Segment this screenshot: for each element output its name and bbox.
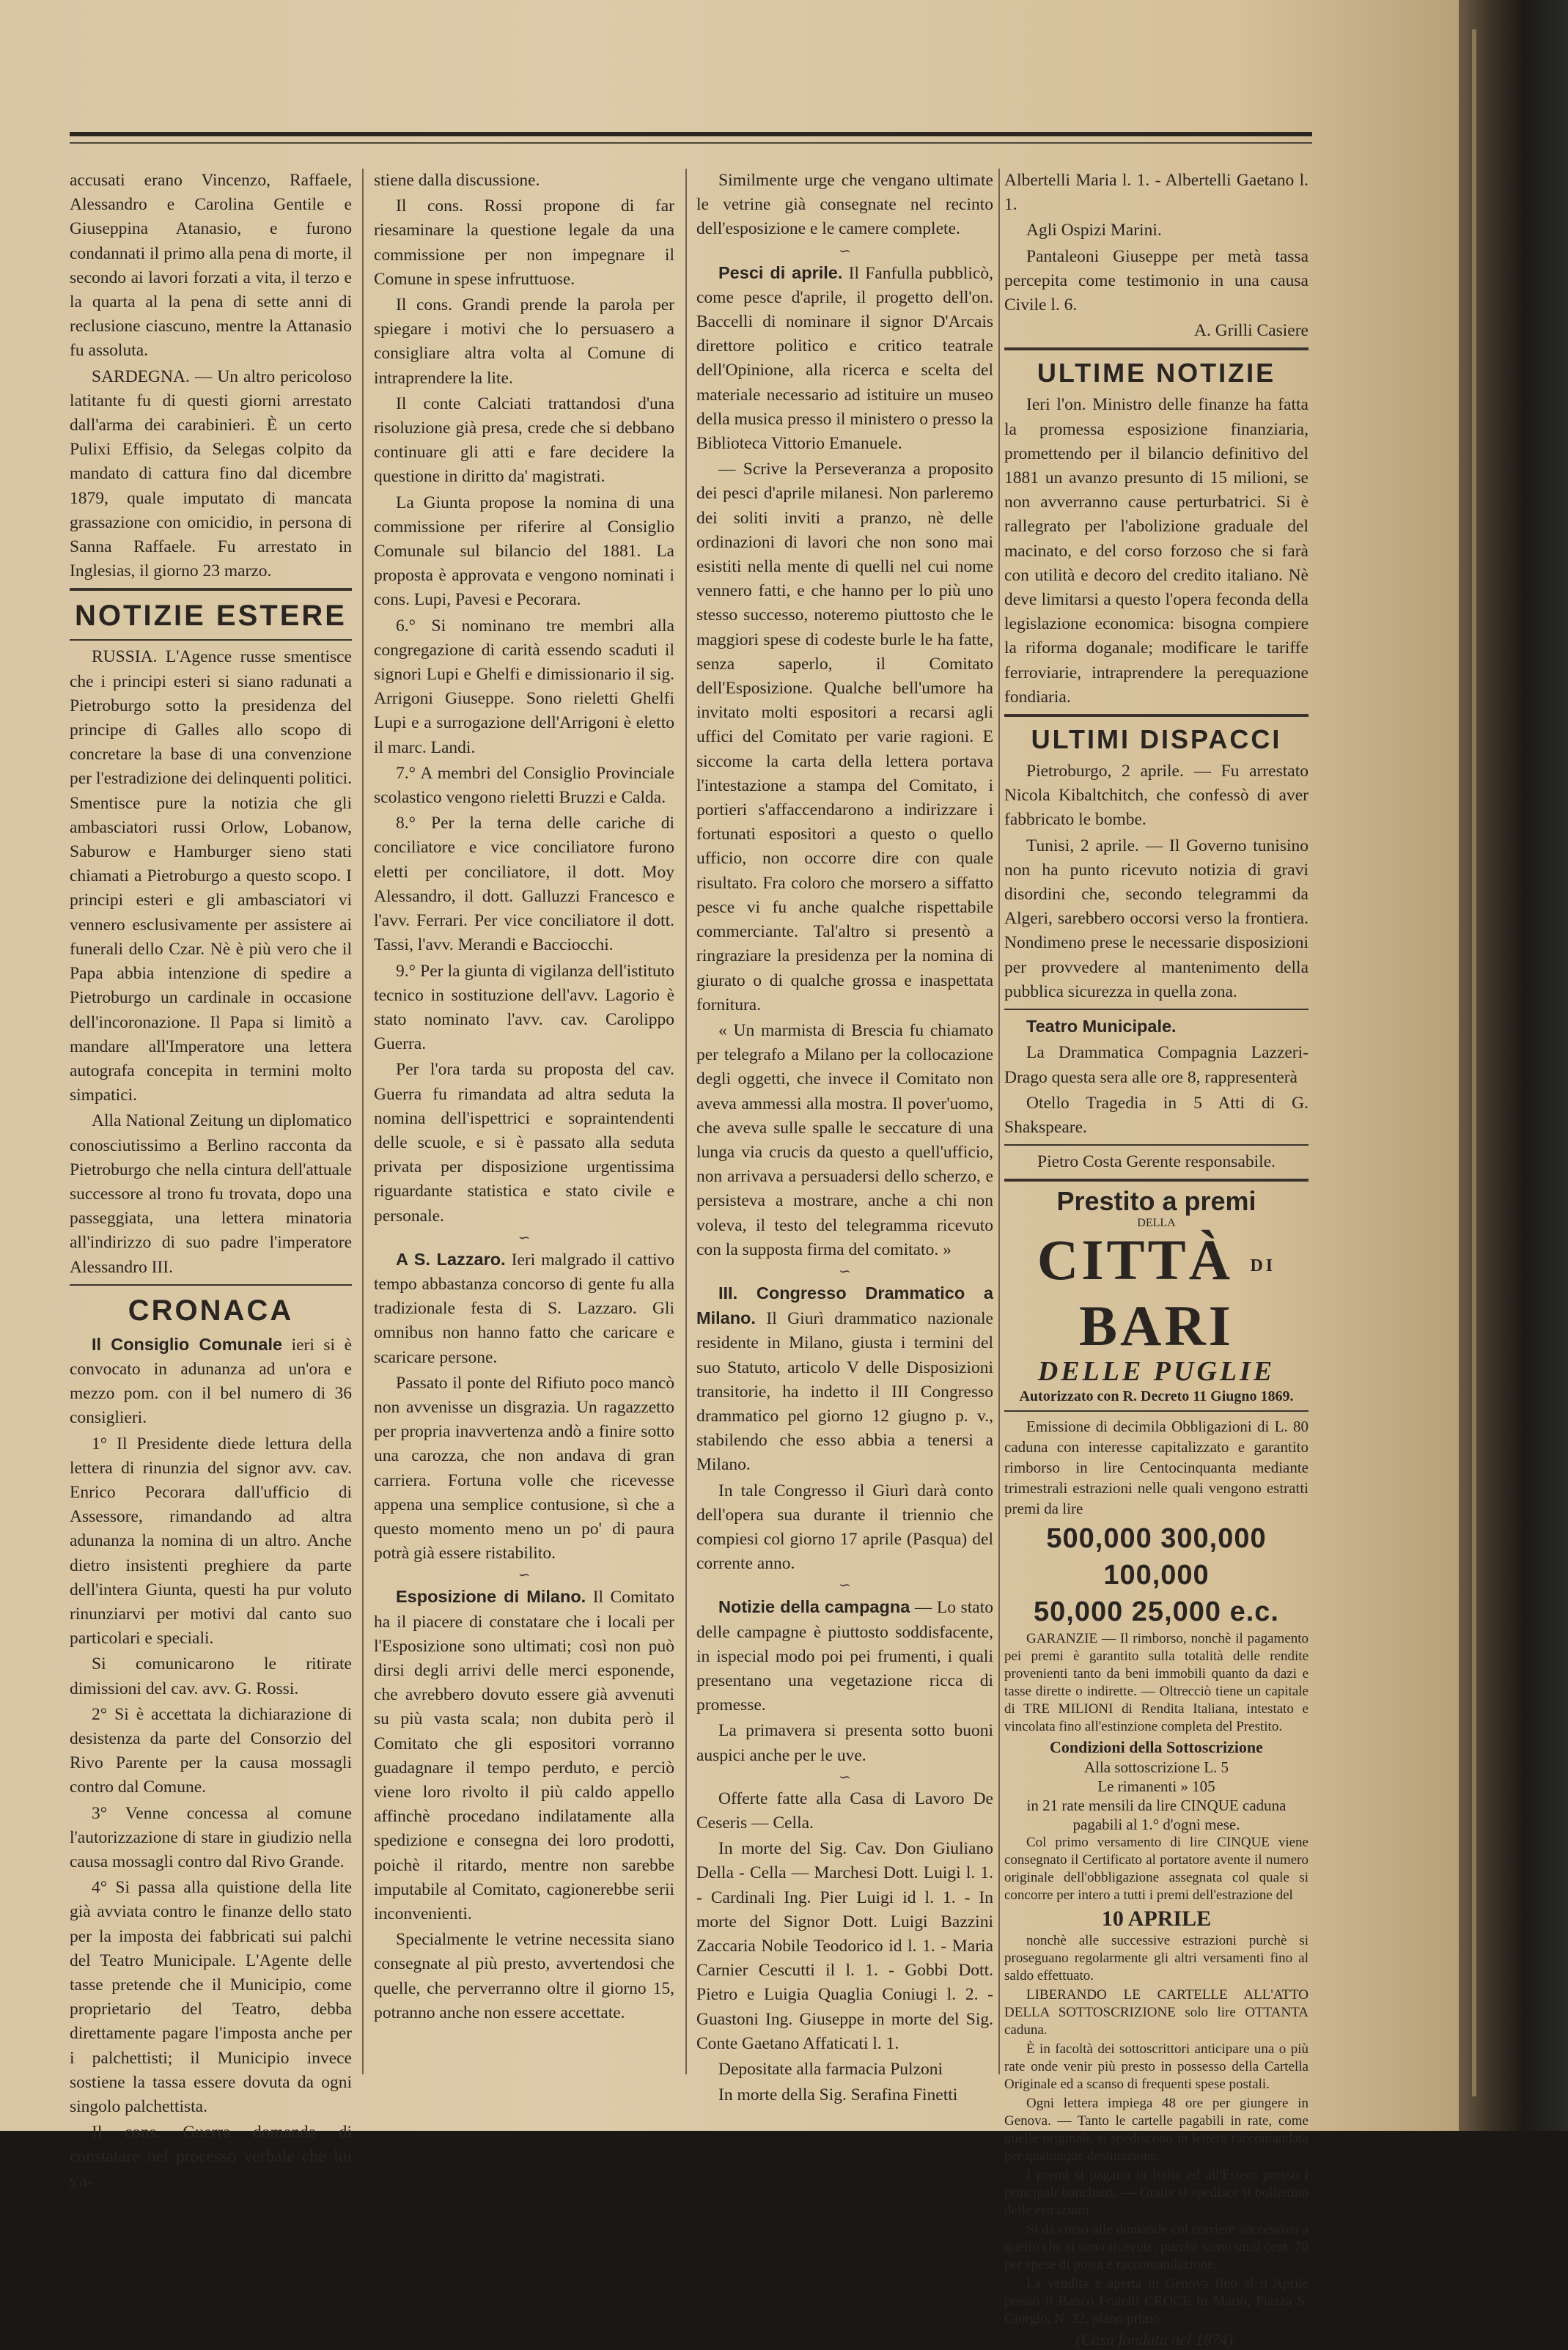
ad-citta: CITTÀ [1037, 1228, 1233, 1292]
column-3 [696, 169, 993, 2109]
article-lead: III. Congresso Drammatico a Milano. [696, 1283, 993, 1328]
article-paragraph: RUSSIA. L'Agence russe smentisce che i principi esteri si siano radunati a Pietroburgo sotto la presidenza del principe di Galles allo scopo di concretare la base di una convenzione per l'estradizione dei delinquenti politici. Smentisce pure la notizia che gli ambasciatori russi Orlow, Lobanow, Saburow e Hamburger sieno stati chiamati a Pietroburgo a questo scopo. I principi esteri e gli ambasciatori vi vennero esclusivamente per assistere ai funerali dello Czar. Nè è più vero che il Papa abbia intenzione di spedire a Pietroburgo un cardinale in occasione dell'incoronazione. Il Papa si limitò a mandare all'Imperatore una lettera autografa concepita in termini molto simpatici. [70, 647, 352, 1105]
article-paragraph: La Drammatica Compagnia Lazzeri-Drago questa sera alle ore 8, rappresenterà [1004, 1043, 1308, 1087]
ad-line: Le rimanenti » 105 [1097, 1778, 1215, 1796]
ad-conditions-title: Condizioni della Sottoscrizione [1050, 1738, 1263, 1757]
ad-rule [1004, 1410, 1308, 1412]
ad-paragraph: La vendita è aperta in Genova fino al 9 Aprile presso il Banco Fratelli CROCE fu Mario, Piazza S. Giorgio, N. 32, piano primo. [1004, 2276, 1308, 2327]
section-title-cronaca: CRONACA [128, 1294, 294, 1327]
article-paragraph: Agli Ospizi Marini. [1026, 221, 1162, 240]
ad-decree: Autorizzato con R. Decreto 11 Giugno 1869. [1019, 1388, 1294, 1405]
section-rule [70, 1284, 352, 1286]
article-paragraph: Otello Tragedia in 5 Atti di G. Shakspeare. [1004, 1093, 1308, 1137]
article-paragraph: 1° Il Presidente diede lettura della lettera di rinunzia del signor avv. cav. Enrico Pecorara dall'ufficio di Assessore, rimandando ad altra adunanza la nomina di un altro. Anche dietro insistenti preghiere da parte dell'intera Giunta, questi ha pur voluto rinunziarvi per motivi dal canto suo particolari e speciali. [70, 1434, 352, 1649]
article-text: — Lo stato delle campagne è piuttosto soddisfacente, in ispecial modo poi pei frumenti, i quali presentano una vegetazione ricca di promesse. [696, 1598, 993, 1715]
article-paragraph: Passato il ponte del Rifiuto poco mancò non avvenisse un disgrazia. Un ragazzetto per propria inavvertenza andò a finire sotto una carozza, che non andava di gran carriera. Fortuna volle che ricevesse appena una semplice contusione, sì che a questo momento meno un po' di paura potrà già essere ristabilito. [374, 1373, 674, 1563]
article-lead: A S. Lazzaro. [396, 1249, 506, 1269]
section-rule [1004, 714, 1308, 717]
ad-date: 10 APRILE [1101, 1907, 1212, 1931]
article-paragraph [1004, 1014, 1308, 1039]
advertisement [1004, 1186, 1308, 2350]
section-rule [1004, 347, 1308, 350]
ad-paragraph: Col primo versamento di lire CINQUE viene consegnato il Certificato al portatore avente il numero originale dell'obbligazione assegnata col quale si concorre per intero a tutti i premi dell'estrazione del [1004, 1835, 1308, 1904]
article-paragraph: 9.° Per la giunta di vigilanza dell'istituto tecnico in sostituzione dell'avv. Lagorio è stato nominato l'avv. cav. Carolippo Guerra. [374, 961, 674, 1054]
ad-city-name [1004, 1230, 1308, 1356]
ad-paragraph: È in facoltà dei sottoscrittori anticipare una o più rate onde venir più presto in possesso della Cartella Originale ed a scanso di frequenti spese postali. [1004, 2041, 1308, 2093]
article-paragraph: 4° Si passa alla quistione della lite già avviata contro le finanze dello stato per la imposta dei fabbricati sui palchi del Teatro Municipale. L'Agente delle tasse pretende che il Municipio, come proprietario del Teatro, debba direttamente pagare l'imposta anche per i palchettisti; il Municipio invece sostiene la tassa essere dovuta da ogni singolo palchettista. [70, 1878, 352, 2117]
article-paragraph: 8.° Per la terna delle cariche di conciliatore e vice conciliatore furono eletti per conciliatore, il dott. Moy Alessandro, il dott. Galluzzi Francesco e l'avv. Ferrari. Per vice conciliatore il dott. Tassi, l'avv. Merandi e Bacciocchi. [374, 814, 674, 955]
section-title-ultimi-dispacci: ULTIMI DISPACCI [1031, 724, 1282, 755]
ad-di: DI [1250, 1256, 1276, 1276]
article-paragraph: La Giunta propose la nomina di una commissione per riferire al Consiglio Comunale sul bilancio del 1881. La proposta è approvata e vengono nominati i cons. Lupi, Pavesi e Pecorara. [374, 493, 674, 610]
article-text: Ieri malgrado il cattivo tempo abbastanza concorso di gente fu alla tradizionale festa di S. Lazzaro. Gli omnibus non hanno fatto che caricare e scaricare persone. [374, 1250, 674, 1367]
article-paragraph [70, 1333, 352, 1431]
ad-line: Alla sottoscrizione L. 5 [1083, 1758, 1229, 1777]
article-paragraph: In tale Congresso il Giurì darà conto dell'opera sua durante il triennio che compiesi col giorno 17 aprile (Pasqua) del corrente anno. [696, 1481, 993, 1574]
article-paragraph: Il conte Calciati trattandosi d'una risoluzione già presa, crede che si debbano continuare gli atti e fare decidere la questione in diritto da' magistrati. [374, 394, 674, 487]
section-title-notizie-estere: NOTIZIE ESTERE [75, 600, 347, 633]
ad-title: Prestito a premi [1056, 1186, 1256, 1217]
article-paragraph [696, 1281, 993, 1478]
article-paragraph: Alla National Zeitung un diplomatico conosciutissimo a Berlino racconta da Pietroburgo che nella cintura dell'attuale successore al trono fu trovata, dopo una passeggiata, una lettera minatoria all'indirizzo di suo padre l'imperatore Alessandro III. [70, 1111, 352, 1277]
article-paragraph: Similmente urge che vengano ultimate le vetrine già consegnate nel recinto dell'esposizione e le camere complete. [696, 171, 993, 239]
section-rule [70, 639, 352, 641]
article-lead: Notizie della campagna [718, 1597, 910, 1617]
article-paragraph: In morte del Sig. Cav. Don Giuliano Della - Cella — Marchesi Dott. Luigi l. 1. - Cardinali Ing. Pier Luigi id l. 1. - In morte del Signor Dott. Luigi Bazzini Zaccaria Nobile Teodorico id l. 1. - Maria Carnier Cescutti il l. 1. - Gobbi Dott. Pietro e Luigia Quaglia Coniugi l. 2. - Guastoni Ing. Giuseppe in morte del Sig. Conte Gaetano Affaticati l. 1. [696, 1839, 993, 2053]
article-paragraph [374, 1585, 674, 1926]
column-2 [374, 169, 674, 2027]
section-rule [1004, 1009, 1308, 1010]
article-paragraph: Pantaleoni Giuseppe per metà tassa percepita come testimonio in una causa Civile l. 6. [1004, 246, 1308, 315]
article-paragraph: accusati erano Vincenzo, Raffaele, Alessandro e Carolina Gentile e Giuseppina Atanasio, e furono condannati il primo alla pena di morte, il secondo ai lavori forzati a vita, il terzo e la quarta al la pena di sette anni di reclusione ciascuno, mentre la Attanasio fu assoluta. [70, 171, 352, 361]
article-paragraph: Si comunicarono le ritirate dimissioni del cav. avv. G. Rossi. [70, 1654, 352, 1698]
signature: Pietro Costa Gerente responsabile. [1037, 1152, 1276, 1172]
column-1 [70, 169, 352, 2195]
article-paragraph: Pietroburgo, 2 aprile. — Fu arrestato Nicola Kibaltchitch, che confessò di aver fabbricato le bombe. [1004, 762, 1308, 830]
ornament-separator: ∽ [839, 1263, 851, 1280]
section-rule [70, 588, 352, 591]
ornament-separator: ∽ [518, 1229, 531, 1246]
ad-paragraph: I premi si pagano in Italia ed all'Estero presso i principali banchieri. — Gratis si spedisce il bollettino delle estrazioni. [1004, 2167, 1308, 2219]
article-lead: Esposizione di Milano. [396, 1587, 586, 1607]
article-paragraph: 6.° Si nominano tre membri alla congregazione di carità essendo scaduti il signori Lupi e Ghelfi e dimissionario il sig. Arrigoni Giuseppe. Sono rieletti Ghelfi Lupi e a surrogazione dell'Arrigoni è eletto il marc. Landi. [374, 616, 674, 757]
article-paragraph: Offerte fatte alla Casa di Lavoro De Ceseris — Cella. [696, 1789, 993, 1833]
ad-line: in 21 rate mensili da lire CINQUE caduna pagabili al 1.° d'ogni mese. [1026, 1797, 1287, 1834]
article-lead: Pesci di aprile. [718, 262, 843, 282]
ornament-separator: ∽ [839, 1577, 851, 1594]
ad-paragraph: nonchè alle successive estrazioni purchè si proseguano regolarmente gli altri versamenti fino al saldo effettuato. [1004, 1933, 1308, 1984]
ad-paragraph: GARANZIE — Il rimborso, nonchè il pagamento pei premi è garantito sulla totalità delle rendite provenienti tanto da beni immobili quanto da dazi e tasse dirette o indirette. — Oltrecciò tiene un capitale di TRE MILIONI di Rendita Italiana, intestato e vincolata fino all'estinzione completa del Prestito. [1004, 1631, 1308, 1735]
section-rule [1004, 1144, 1308, 1146]
header-rule [70, 132, 1312, 136]
article-text: ieri si è convocato in adunanza ad un'ora e mezzo pom. con il bel numero di 36 consiglieri. [70, 1335, 353, 1428]
column-4 [1004, 169, 1308, 2350]
ad-footer: (Casa fondata nel 1874). [1075, 2330, 1237, 2349]
article-paragraph: Depositate alla farmacia Pulzoni [718, 2060, 943, 2080]
ornament-separator: ∽ [839, 243, 851, 259]
column-divider [362, 169, 364, 2074]
ornament-separator: ∽ [839, 1769, 851, 1786]
article-lead: Teatro Municipale. [1026, 1017, 1177, 1036]
ad-paragraph: Emissione di decimila Obbligazioni di L. 80 caduna con interesse capitalizzato e garantito rimborso in lire Centocinquanta mediante trimestrali estrazioni nelle quali vengono estratti premi da lire [1004, 1418, 1308, 1518]
article-paragraph: Il cons. Guerra domanda di constatare nel processo verbale che lui s'a- [70, 2123, 352, 2191]
header-rule-thin [70, 142, 1312, 144]
article-lead: Il Consiglio Comunale [92, 1334, 283, 1354]
ad-prizes: 500,000 300,000 100,000 [1046, 1523, 1267, 1591]
article-paragraph: Il cons. Rossi propone di far riesaminare la questione legale da una commissione per non impegnare il Comune in spese infruttuose. [374, 196, 674, 289]
column-divider [685, 169, 687, 2074]
article-paragraph [696, 261, 993, 457]
article-paragraph: « Un marmista di Brescia fu chiamato per telegrafo a Milano per la collocazione degli oggetti, che invece il Comitato non aveva ammessi alla mostra. Il pover'uomo, che aveva sulle spalle le seccature di una lunga via crucis da questo a quell'ufficio, non arrivava a persuadersi dello scherzo, e persisteva a mostrare, anche a chi non voleva, il testo del telegramma ricevuto con la supposta firma del comitato. » [696, 1020, 993, 1259]
article-paragraph: 2° Si è accettata la dichiarazione di desistenza da parte del Consorzio del Rivo Parente per la causa mossagli contro dal Comune. [70, 1704, 352, 1797]
article-text: Il Comitato ha il piacere di constatare che i locali per l'Esposizione sono ultimati; così non può dirsi degli arrivi delle merci esponende, che avrebbero dovuto essere già avvenuti su più vasta scala; non dubita però il Comitato che gli espositori vorranno guadagnare il tempo perduto, e perciò viene loro rivolto il più caldo appello affinchè procedano indilatamente alla spedizione e consegna dei loro prodotti, poichè il ritardo, mentre non sarebbe imputabile al Comitato, cagionerebbe serii inconvenienti. [374, 1588, 675, 1924]
article-text: Il Fanfulla pubblicò, come pesce d'aprile, il progetto dell'on. Baccelli di nominare il signor D'Arcais direttore politico e critico teatrale dell'Opinione, alla ricerca e scelta del materiale necessario ad istituire un museo della musica presso il ministero o presso la Biblioteca Vittorio Emanuele. [696, 263, 993, 454]
article-paragraph [696, 1595, 993, 1717]
article-paragraph: — Scrive la Perseveranza a proposito dei pesci d'aprile milanesi. Non parleremo dei soliti inviti a pranzo, nè delle ordinazioni di lavori che non sono mai esistiti nella mente di quelli nel cui nome vennero fatti, e che hanno per lo più uno stesso successo, noteremo piuttosto che le maggiori spese di codeste burle le ha fatte, senza saperlo, il Comitato dell'Esposizione. Qualche bell'umore ha invitato molti espositori a recarsi agli uffici del Comitato per varie ragioni. E siccome la carta della lettera portava l'intestazione a stampa del Comitato, i portieri s'affaccendarono a indirizzare i fortunati espositori a questo o quello ufficio, non occorre dire con quale risultato. Fra coloro che morsero a siffatto pesce vi fu anche qualche rispettabile commerciante. Tal'altro si presentò a ringraziare la presidenza per la nomina di giurato o di qualche grossa e inaspettata fornitura. [696, 460, 993, 1014]
article-text: Il Giurì drammatico nazionale residente in Milano, giusta i termini del suo Statuto, articolo V delle Disposizioni transitorie, ha indetto il III Congresso drammatico pel giorno 12 giugno p. v., stabilendo che esso abbia a tenersi a Milano. [696, 1309, 993, 1475]
section-rule [1004, 1179, 1308, 1182]
ad-della: DELLA [1137, 1217, 1176, 1230]
article-paragraph: Ieri l'on. Ministro delle finanze ha fatta la promessa esposizione finanziaria, promettendo per il bilancio definitivo del 1881 un avanzo presunto di 15 milioni, se non avverranno cause perturbatrici. Si è rallegrato per l'abolizione graduale del macinato, e del corso forzoso che si farà con utilità e decoro del credito italiano. Nè deve limitarsi a questo l'opera feconda della legislazione economica: bisogna compiere la riforma doganale; modificare le tariffe ferroviarie, intraprendere la perequazione fondiaria. [1004, 395, 1308, 707]
article-paragraph: 3° Venne concessa al comune l'autorizzazione di stare in giudizio nella causa mossagli contro dal Rivo Grande. [70, 1803, 352, 1871]
ornament-separator: ∽ [518, 1567, 531, 1584]
article-paragraph: In morte della Sig. Serafina Finetti [718, 2085, 958, 2105]
article-paragraph [374, 1248, 674, 1370]
section-title-ultime-notizie: ULTIME NOTIZIE [1037, 358, 1276, 388]
binding-strip [1472, 29, 1476, 2096]
ad-puglie: DELLE PUGLIE [1037, 1356, 1276, 1388]
article-paragraph: 7.° A membri del Consiglio Provinciale scolastico vengono rieletti Bruzzi e Calda. [374, 763, 674, 808]
article-paragraph: Per l'ora tarda su proposta del cav. Guerra fu rimandata ad altra seduta la nomina dell'ispettrici e sopraintendenti delle scuole, e si è passato alla seduta privata per disposizione urgentissima riguardante statistica e stato civile e personale. [374, 1060, 674, 1226]
ad-paragraph: LIBERANDO LE CARTELLE ALL'ATTO DELLA SOTTOSCRIZIONE solo lire OTTANTA caduna. [1004, 1987, 1308, 2038]
article-paragraph: SARDEGNA. — Un altro pericoloso latitante fu di questi giorni arrestato dall'arma dei carabinieri. È un certo Pulixi Effisio, da Selegas colpito da mandato di cattura fino dal dicembre 1879, quale imputato di mancata grassazione con omicidio, in persona di Sanna Raffaele. Fu arrestato in Inglesias, il giorno 23 marzo. [70, 367, 352, 581]
article-paragraph: Albertelli Maria l. 1. - Albertelli Gaetano l. 1. [1004, 171, 1308, 215]
article-paragraph: Il cons. Grandi prende la parola per spiegare i motivi che lo persuasero a consigliare altra volta al Comune di intraprendere la lite. [374, 295, 674, 388]
article-paragraph: La primavera si presenta sotto buoni auspici anche per le uve. [696, 1721, 993, 1765]
signature: A. Grilli Casiere [1194, 321, 1308, 341]
article-paragraph: stiene dalla discussione. [374, 171, 540, 190]
ad-prizes: 50,000 25,000 e.c. [1034, 1596, 1279, 1628]
ad-paragraph: Si dà corso alle domande col corriere successivo a quello che si sono ricevute, purchè sieno uniti cent. 70 per spese di posta e raccomandazione. [1004, 2222, 1308, 2273]
article-paragraph: Specialmente le vetrine necessita siano consegnate al più presto, avvertendosi che quelle, che perverranno oltre il giorno 15, potranno anche non essere accettate. [374, 1930, 674, 2022]
book-binding [1459, 0, 1568, 2131]
column-divider [998, 169, 1000, 2074]
article-paragraph: Tunisi, 2 aprile. — Il Governo tunisino non ha punto ricevuto notizia di gravi disordini che, secondo telegrammi da Algeri, sarebbero occorsi verso la frontiera. Nondimeno prese le necessarie disposizioni per provvedere al mantenimento della pubblica sicurezza in quella zona. [1004, 836, 1308, 1001]
ad-bari: BARI [1078, 1294, 1234, 1358]
ad-paragraph: Ogni lettera impiega 48 ore per giungere in Genova. — Tanto le cartelle pagabili in rate, come quelle originali, si spediscono in lettera raccomandata per qualunque destinazione. [1004, 2096, 1308, 2165]
